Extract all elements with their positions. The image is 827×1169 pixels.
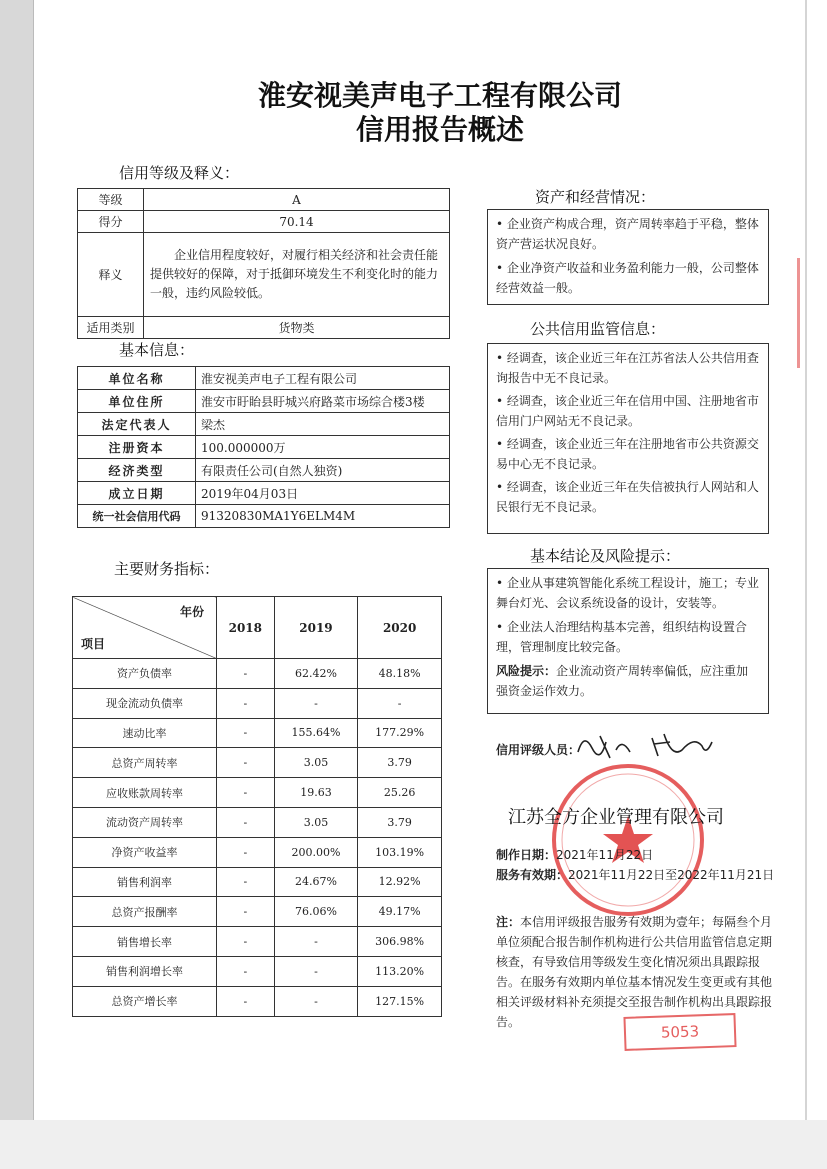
year-header: 2018	[217, 597, 275, 659]
asset-item: • 企业资产构成合理，资产周转率趋于平稳，整体资产营运状况良好。	[496, 214, 760, 254]
indicator-label: 流动资产周转率	[73, 807, 217, 837]
table-row	[73, 927, 442, 957]
company-seal	[548, 760, 708, 920]
category-label: 适用类别	[78, 317, 144, 339]
indicator-value: -	[217, 986, 275, 1016]
table-row	[78, 436, 450, 459]
header-year-label: 年份	[179, 605, 204, 619]
score-value: 70.14	[144, 211, 450, 233]
indicator-value: 19.63	[274, 778, 358, 808]
indicator-label: 总资产周转率	[73, 748, 217, 778]
explain-value: 企业信用程度较好，对履行相关经济和社会责任能提供较好的保障，对于抵御环境发生不利变化时的能力一般，违约风险较低。	[144, 233, 450, 317]
field-label: 单位名称	[78, 367, 196, 390]
indicator-label: 应收账款周转率	[73, 778, 217, 808]
table-row	[73, 807, 442, 837]
explain-label: 释义	[78, 233, 144, 317]
indicator-value: -	[217, 807, 275, 837]
table-row	[78, 482, 450, 505]
header-item-label: 项目	[81, 637, 106, 651]
signature-image	[570, 728, 720, 764]
report-title: 信用报告概述	[355, 113, 524, 146]
indicator-value: 127.15%	[358, 986, 442, 1016]
indicator-value: 25.26	[358, 778, 442, 808]
field-value: 有限责任公司(自然人独资)	[196, 459, 450, 482]
table-row	[73, 986, 442, 1016]
level-label: 等级	[78, 189, 144, 211]
indicator-value: 12.92%	[358, 867, 442, 897]
field-value: 淮安视美声电子工程有限公司	[196, 367, 450, 390]
indicator-label: 资产负债率	[73, 659, 217, 689]
indicator-value: -	[217, 867, 275, 897]
indicator-value: -	[217, 956, 275, 986]
table-row	[73, 867, 442, 897]
category-value: 货物类	[144, 317, 450, 339]
valid-label: 服务有效期：	[496, 868, 569, 882]
indicator-value: 49.17%	[358, 897, 442, 927]
table-row	[78, 413, 450, 436]
page-edge	[805, 0, 807, 1169]
indicator-value: -	[217, 748, 275, 778]
public-item: • 经调查，该企业近三年在注册地省市公共资源交易中心无不良记录。	[496, 434, 760, 474]
table-header-row	[73, 597, 442, 659]
indicator-value: -	[217, 778, 275, 808]
indicator-label: 净资产收益率	[73, 837, 217, 867]
field-label: 注册资本	[78, 436, 196, 459]
note-text: 本信用评级报告服务有效期为壹年；每隔叁个月单位须配合报告制作机构进行公共信用监管信息定期核查，有导致信用等级发生变化情况须出具跟踪报告。在服务有效期内单位基本情况发生变更或有其他相关评级材料补充须提交至报告制作机构出具跟踪报告。	[496, 915, 773, 1029]
basic-info-table	[77, 366, 450, 528]
valid-value: 2021年11月22日至2022年11月21日	[568, 868, 775, 882]
table-row	[73, 956, 442, 986]
indicator-value: 24.67%	[274, 867, 358, 897]
table-row	[78, 367, 450, 390]
indicator-value: -	[274, 956, 358, 986]
table-row	[73, 659, 442, 689]
asset-heading: 资产和经营情况：	[535, 188, 656, 206]
indicator-value: 3.05	[274, 807, 358, 837]
indicator-value: 62.42%	[274, 659, 358, 689]
issue-date-line	[496, 846, 653, 863]
binder-strip	[0, 0, 34, 1169]
field-value: 淮安市盱眙县盱城兴府路菜市场综合楼3楼	[196, 390, 450, 413]
public-item: • 经调查，该企业近三年在江苏省法人公共信用查询报告中无不良记录。	[496, 348, 760, 388]
grade-table	[77, 188, 450, 339]
company-title: 淮安视美声电子工程有限公司	[257, 79, 622, 112]
note-label: 注：	[496, 915, 521, 929]
table-row	[78, 459, 450, 482]
finance-table	[72, 596, 442, 1017]
diagonal-header-cell	[73, 597, 217, 659]
table-row	[73, 778, 442, 808]
indicator-value: 103.19%	[358, 837, 442, 867]
indicator-label: 销售利润率	[73, 867, 217, 897]
table-row	[78, 390, 450, 413]
field-value: 梁杰	[196, 413, 450, 436]
conclusion-box	[487, 568, 769, 714]
indicator-value: -	[217, 659, 275, 689]
issue-date-value: 2021年11月22日	[556, 848, 654, 862]
finance-heading: 主要财务指标：	[114, 560, 220, 578]
issuer-name: 江苏全方企业管理有限公司	[508, 807, 724, 828]
public-item: • 经调查，该企业近三年在信用中国、注册地省市信用门户网站无不良记录。	[496, 391, 760, 431]
table-row	[78, 211, 450, 233]
public-item: • 经调查，该企业近三年在失信被执行人网站和人民银行无不良记录。	[496, 477, 760, 517]
field-value: 2019年04月03日	[196, 482, 450, 505]
table-row	[73, 748, 442, 778]
indicator-value: -	[274, 688, 358, 718]
indicator-value: -	[217, 718, 275, 748]
public-box	[487, 343, 769, 534]
asset-item: • 企业净资产收益和业务盈利能力一般，公司整体经营效益一般。	[496, 258, 760, 298]
indicator-value: 3.79	[358, 748, 442, 778]
indicator-value: 113.20%	[358, 956, 442, 986]
grade-heading: 信用等级及释义：	[119, 164, 240, 182]
indicator-label: 总资产增长率	[73, 986, 217, 1016]
table-row	[78, 317, 450, 339]
field-label: 经济类型	[78, 459, 196, 482]
indicator-value: -	[217, 927, 275, 957]
indicator-value: -	[217, 837, 275, 867]
conclusion-item: • 企业法人治理结构基本完善，组织结构设置合理，管理制度比较完备。	[496, 617, 760, 657]
indicator-value: 3.79	[358, 807, 442, 837]
table-row	[78, 189, 450, 211]
field-label: 成立日期	[78, 482, 196, 505]
indicator-value: 48.18%	[358, 659, 442, 689]
indicator-label: 速动比率	[73, 718, 217, 748]
score-label: 得分	[78, 211, 144, 233]
field-label: 单位住所	[78, 390, 196, 413]
table-row	[78, 233, 450, 317]
asset-box	[487, 209, 769, 305]
conclusion-heading: 基本结论及风险提示：	[530, 547, 681, 565]
indicator-value: -	[274, 927, 358, 957]
year-header: 2020	[358, 597, 442, 659]
indicator-value: -	[274, 986, 358, 1016]
field-label: 统一社会信用代码	[78, 505, 196, 528]
scan-bottom-strip	[0, 1120, 827, 1169]
indicator-value: 177.29%	[358, 718, 442, 748]
risk-line	[496, 661, 760, 701]
indicator-value: 3.05	[274, 748, 358, 778]
issue-date-label: 制作日期：	[496, 848, 557, 862]
indicator-value: -	[358, 688, 442, 718]
table-row	[73, 897, 442, 927]
table-row	[73, 688, 442, 718]
rater-label: 信用评级人员：	[496, 743, 581, 757]
valid-period-line	[496, 866, 774, 883]
public-heading: 公共信用监管信息：	[530, 320, 666, 338]
field-label: 法定代表人	[78, 413, 196, 436]
side-seal-mark	[797, 258, 823, 368]
indicator-value: 306.98%	[358, 927, 442, 957]
year-header: 2019	[274, 597, 358, 659]
serial-stamp: 5053	[623, 1013, 736, 1051]
indicator-value: 155.64%	[274, 718, 358, 748]
indicator-value: 76.06%	[274, 897, 358, 927]
basic-heading: 基本信息：	[119, 341, 195, 359]
table-row	[78, 505, 450, 528]
table-row	[73, 837, 442, 867]
table-row	[73, 718, 442, 748]
level-value: A	[144, 189, 450, 211]
field-value: 100.000000万	[196, 436, 450, 459]
risk-text: 企业流动资产周转率偏低，应注重加强资金运作效力。	[496, 664, 749, 698]
indicator-value: -	[217, 897, 275, 927]
conclusion-item: • 企业从事建筑智能化系统工程设计，施工；专业舞台灯光、会议系统设备的设计，安装等。	[496, 573, 760, 613]
risk-label: 风险提示：	[496, 664, 557, 678]
indicator-value: 200.00%	[274, 837, 358, 867]
indicator-label: 总资产报酬率	[73, 897, 217, 927]
indicator-label: 销售增长率	[73, 927, 217, 957]
indicator-label: 现金流动负债率	[73, 688, 217, 718]
indicator-label: 销售利润增长率	[73, 956, 217, 986]
field-value: 91320830MA1Y6ELM4M	[196, 505, 450, 528]
indicator-value: -	[217, 688, 275, 718]
